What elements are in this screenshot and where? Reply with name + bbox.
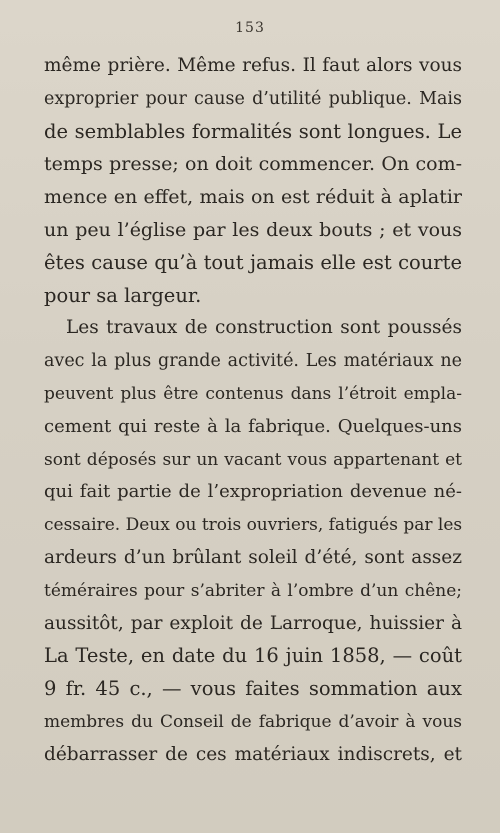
paragraph-start-line: Les travaux de construction sont poussés <box>66 317 462 339</box>
text-line: même prière. Même refus. Il faut alors vous <box>44 55 462 76</box>
text-line: un peu l’église par les deux bouts ; et vous <box>44 218 462 241</box>
text-line: mence en effet, mais on est réduit à aplatir <box>44 186 462 209</box>
text-line: peuvent plus être contenus dans l’étroit empla- <box>44 383 462 404</box>
text-line: ardeurs d’un brûlant soleil d’été, sont assez <box>44 546 462 568</box>
text-line: avec la plus grande activité. Les matériaux ne <box>44 351 462 372</box>
paragraph-end-line: pour sa largeur. <box>44 283 202 307</box>
text-line: qui fait partie de l’expropriation devenue né- <box>44 481 462 503</box>
text-line: membres du Conseil de fabrique d’avoir à vous <box>44 711 462 732</box>
text-line: de semblables formalités sont longues. Le <box>44 119 462 143</box>
text-line: 9 fr. 45 c., — vous faites sommation aux <box>44 677 462 701</box>
text-line: téméraires pour s’abriter à l’ombre d’un chêne; <box>44 580 462 601</box>
text-line: débarrasser de ces matériaux indiscrets, et <box>44 743 462 765</box>
text-line: cessaire. Deux ou trois ouvriers, fatigués par les <box>44 515 463 536</box>
text-line: temps presse; on doit commencer. On com- <box>44 153 462 176</box>
text-line: sont déposés sur un vacant vous appartenant et <box>44 449 462 470</box>
page-number: 153 <box>235 20 265 36</box>
text-line: La Teste, en date du 16 juin 1858, — coût <box>44 644 462 668</box>
text-line: êtes cause qu’à tout jamais elle est courte <box>44 250 462 274</box>
text-line: exproprier pour cause d’utilité publique. Mais <box>44 88 462 109</box>
text-line: aussitôt, par exploit de Larroque, huissier à <box>44 612 462 634</box>
text-line: cement qui reste à la fabrique. Quelques-uns <box>44 415 462 437</box>
body-text <box>44 50 462 772</box>
